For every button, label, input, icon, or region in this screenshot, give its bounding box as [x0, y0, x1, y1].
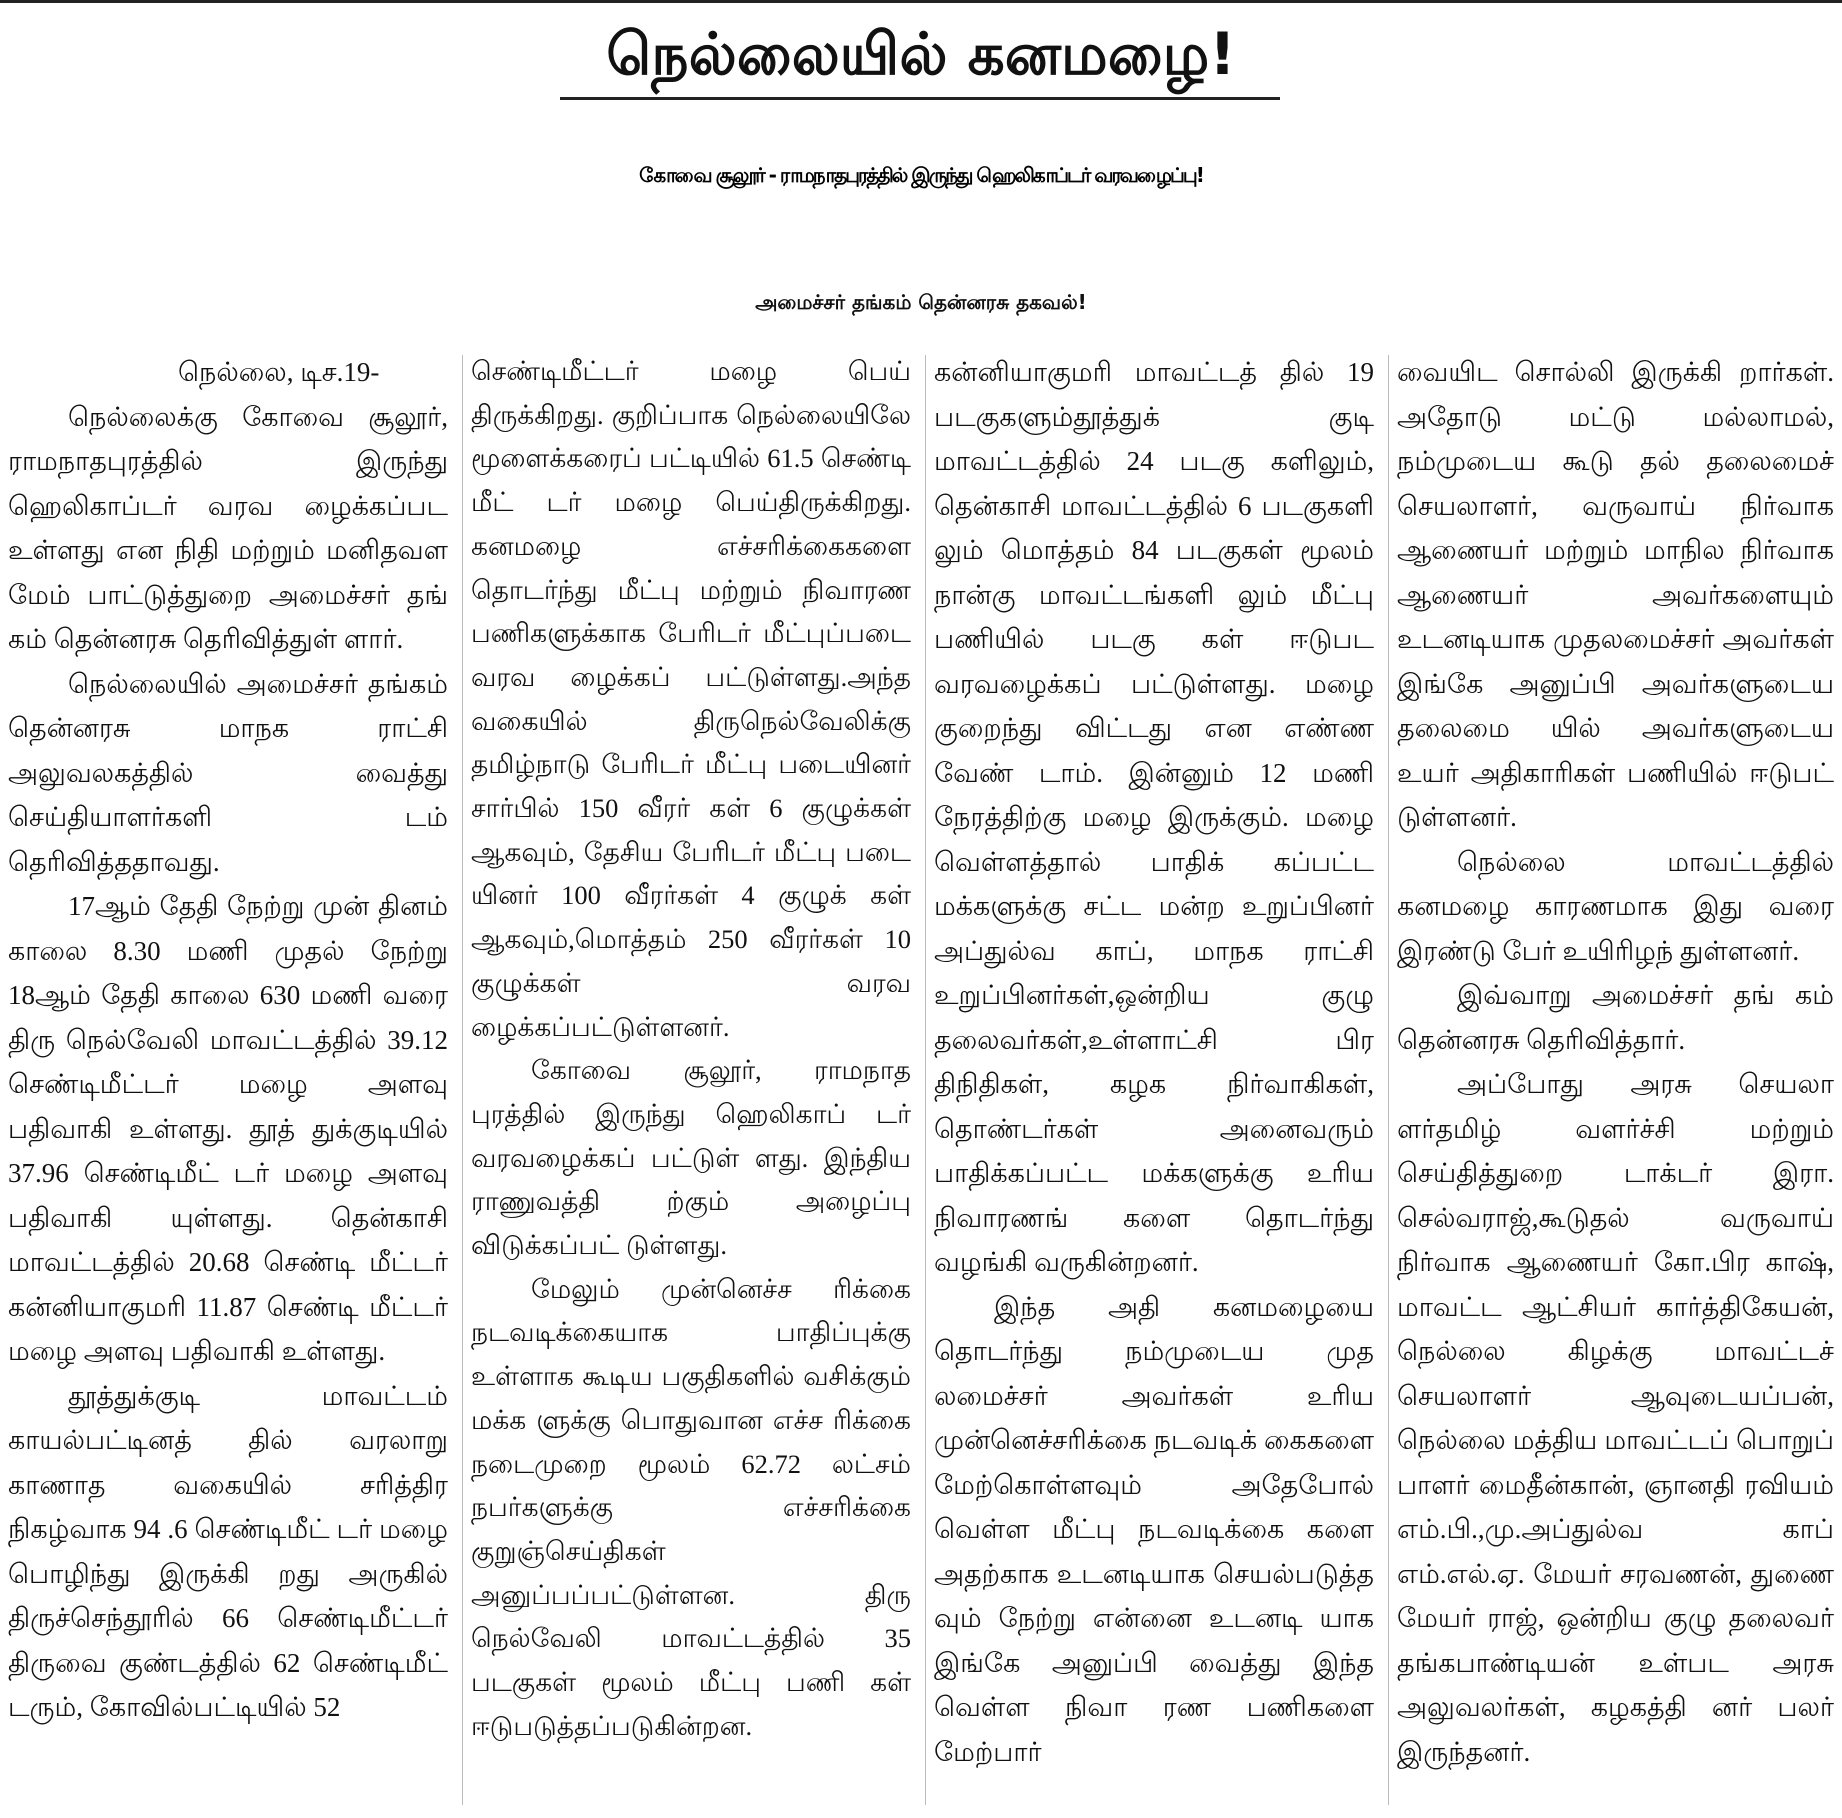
- sub-headline: அமைச்சர் தங்கம் தென்னரசு தகவல்!: [755, 290, 1087, 314]
- top-rule: [0, 0, 1842, 3]
- paragraph: இவ்வாறு அமைச்சர் தங் கம் தென்னரசு தெரிவித்தார்.: [1397, 980, 1834, 1055]
- paragraph: மேலும் முன்னெச்ச ரிக்கை நடவடிக்கையாக பாதிப்புக்கு உள்ளாக கூடிய பகுதிகளில் வசிக்கும் மக்க ளுக்கு பொதுவான எச்ச ரிக்கை நடைமுறை மூலம் 62.72 லட்சம் நபர்களுக்கு எச்சரிக்கை குறுஞ்செய்திகள் அனுப்பப்பட்டுள்ளன. திரு நெல்வேலி மாவட்டத்தில் 35 படகுகள் மூலம் மீட்பு பணி கள் ஈடுபடுத்தப்படுகின்றன.: [471, 1273, 911, 1741]
- paragraph: இந்த அதி கனமழையை தொடர்ந்து நம்முடைய முத லமைச்சர் அவர்கள் உரிய முன்னெச்சரிக்கை நடவடிக் கைகளை மேற்கொள்ளவும் அதேபோல் வெள்ள மீட்பு நடவடிக்கை களை அதற்காக உடனடியாக செயல்படுத்த வும் நேற்று என்னை உடனடி யாக இங்கே அனுப்பி வைத்து இந்த வெள்ள நிவா ரண பணிகளை மேற்பார்: [934, 1291, 1374, 1767]
- paragraph: நெல்லை மாவட்டத்தில் கனமழை காரணமாக இது வரை இரண்டு பேர் உயிரிழந் துள்ளனர்.: [1397, 846, 1834, 966]
- main-headline: கோவை சூலூர் - ராமநாதபுரத்தில் இருந்து ஹெலிகாப்டர் வரவழைப்பு!: [639, 163, 1203, 187]
- paragraph: தூத்துக்குடி மாவட்டம் காயல்பட்டினத் தில் வரலாறு காணாத வகையில் சரித்திர நிகழ்வாக 94 .6 செண்டிமீட் டர் மழை பொழிந்து இருக்கி றது அருகில் திருச்செந்தூரில் 66 செண்டிமீட்டர் திருவை குண்டத்தில் 62 செண்டிமீட் டரும், கோவில்பட்டியில் 52: [8, 1380, 448, 1722]
- article-column-3: [934, 350, 1374, 1812]
- kicker-underline: [560, 97, 1280, 100]
- article-column-2: [471, 350, 911, 1812]
- paragraph: 17ஆம் தேதி நேற்று முன் தினம் காலை 8.30 மணி முதல் நேற்று 18ஆம் தேதி காலை 630 மணி வரை திரு நெல்வேலி மாவட்டத்தில் 39.12 செண்டிமீட்டர் மழை அளவு பதிவாகி உள்ளது. தூத் துக்குடியில் 37.96 செண்டிமீட் டர் மழை அளவு பதிவாகி யுள்ளது. தென்காசி மாவட்டத்தில் 20.68 செண்டி மீட்டர் கன்னியாகுமரி 11.87 செண்டி மீட்டர் மழை அளவு பதிவாகி உள்ளது.: [8, 891, 448, 1366]
- article-column-1: [8, 350, 448, 1812]
- article-column-4: [1397, 350, 1834, 1812]
- paragraph: நெல்லைக்கு கோவை சூலூர், ராமநாதபுரத்தில் இருந்து ஹெலிகாப்டர் வரவ ழைக்கப்பட உள்ளது என நிதி மற்றும் மனிதவள மேம் பாட்டுத்துறை அமைச்சர் தங் கம் தென்னரசு தெரிவித்துள் ளார்.: [8, 401, 448, 654]
- paragraph: கோவை சூலூர், ராமநாத புரத்தில் இருந்து ஹெலிகாப் டர் வரவழைக்கப் பட்டுள் ளது. இந்திய ராணுவத்தி ற்கும் அழைப்பு விடுக்கப்பட் டுள்ளது.: [471, 1055, 911, 1261]
- paragraph: கன்னியாகுமரி மாவட்டத் தில் 19 படகுகளும்தூத்துக் குடி மாவட்டத்தில் 24 படகு களிலும், தென்காசி மாவட்டத்தில் 6 படகுகளி லும் மொத்தம் 84 படகுகள் மூலம் நான்கு மாவட்டங்களி லும் மீட்பு பணியில் படகு கள் ஈடுபட வரவழைக்கப் பட்டுள்ளது. மழை குறைந்து விட்டது என எண்ண வேண் டாம். இன்னும் 12 மணி நேரத்திற்கு மழை இருக்கும். மழை வெள்ளத்தால் பாதிக் கப்பட்ட மக்களுக்கு சட்ட மன்ற உறுப்பினர் அப்துல்வ காப், மாநக ராட்சி உறுப்பினர்கள்,ஒன்றிய குழு தலைவர்கள்,உள்ளாட்சி பிர திநிதிகள், கழக நிர்வாகிகள், தொண்டர்கள் அனைவரும் பாதிக்கப்பட்ட மக்களுக்கு உரிய நிவாரணங் களை தொடர்ந்து வழங்கி வருகின்றனர்.: [934, 357, 1374, 1277]
- article-body: [8, 350, 1834, 1812]
- paragraph: வையிட சொல்லி இருக்கி றார்கள். அதோடு மட்டு மல்லாமல், நம்முடைய கூடு தல் தலைமைச் செயலாளர், வருவாய் நிர்வாக ஆணையர் மற்றும் மாநில நிர்வாக ஆணையர் அவர்களையும் உடனடியாக முதலமைச்சர் அவர்கள் இங்கே அனுப்பி அவர்களுடைய தலைமை யில் அவர்களுடைய உயர் அதிகாரிகள் பணியில் ஈடுபட் டுள்ளனர்.: [1397, 357, 1834, 832]
- paragraph: நெல்லையில் அமைச்சர் தங்கம் தென்னரசு மாநக ராட்சி அலுவலகத்தில் வைத்து செய்தியாளர்களி டம் தெரிவித்ததாவது.: [8, 668, 448, 877]
- paragraph: அப்போது அரசு செயலா ளர்தமிழ் வளர்ச்சி மற்றும் செய்தித்துறை டாக்டர் இரா. செல்வராஜ்,கூடுதல் வருவாய் நிர்வாக ஆணையர் கோ.பிர காஷ், மாவட்ட ஆட்சியர் கார்த்திகேயன், நெல்லை கிழக்கு மாவட்டச் செயலாளர் ஆவுடையப்பன், நெல்லை மத்திய மாவட்டப் பொறுப் பாளர் மைதீன்கான், ஞானதி ரவியம் எம்.பி.,மு.அப்துல்வ காப் எம்.எல்.ஏ. மேயர் சரவணன், துணை மேயர் ராஜ், ஒன்றிய குழு தலைவர் தங்கபாண்டியன் உள்பட அரசு அலுவலர்கள், கழகத்தி னர் பலர் இருந்தனர்.: [1397, 1069, 1834, 1767]
- dateline: நெல்லை, டிச.19-: [178, 357, 380, 387]
- paragraph: செண்டிமீட்டர் மழை பெய் திருக்கிறது. குறிப்பாக நெல்லையிலே மூளைக்கரைப் பட்டியில் 61.5 செண்டி மீட் டர் மழை பெய்திருக்கிறது. கனமழை எச்சரிக்கைகளை தொடர்ந்து மீட்பு மற்றும் நிவாரண பணிகளுக்காக பேரிடர் மீட்புப்படை வரவ ழைக்கப் பட்டுள்ளது.அந்த வகையில் திருநெல்வேலிக்கு தமிழ்நாடு பேரிடர் மீட்பு படையினர் சார்பில் 150 வீரர் கள் 6 குழுக்கள் ஆகவும், தேசிய பேரிடர் மீட்பு படை யினர் 100 வீரர்கள் 4 குழுக் கள் ஆகவும்,மொத்தம் 250 வீரர்கள் 10 குழுக்கள் வரவ ழைக்கப்பட்டுள்ளனர்.: [471, 356, 911, 1042]
- kicker-headline: நெல்லையில் கனமழை!: [606, 20, 1236, 88]
